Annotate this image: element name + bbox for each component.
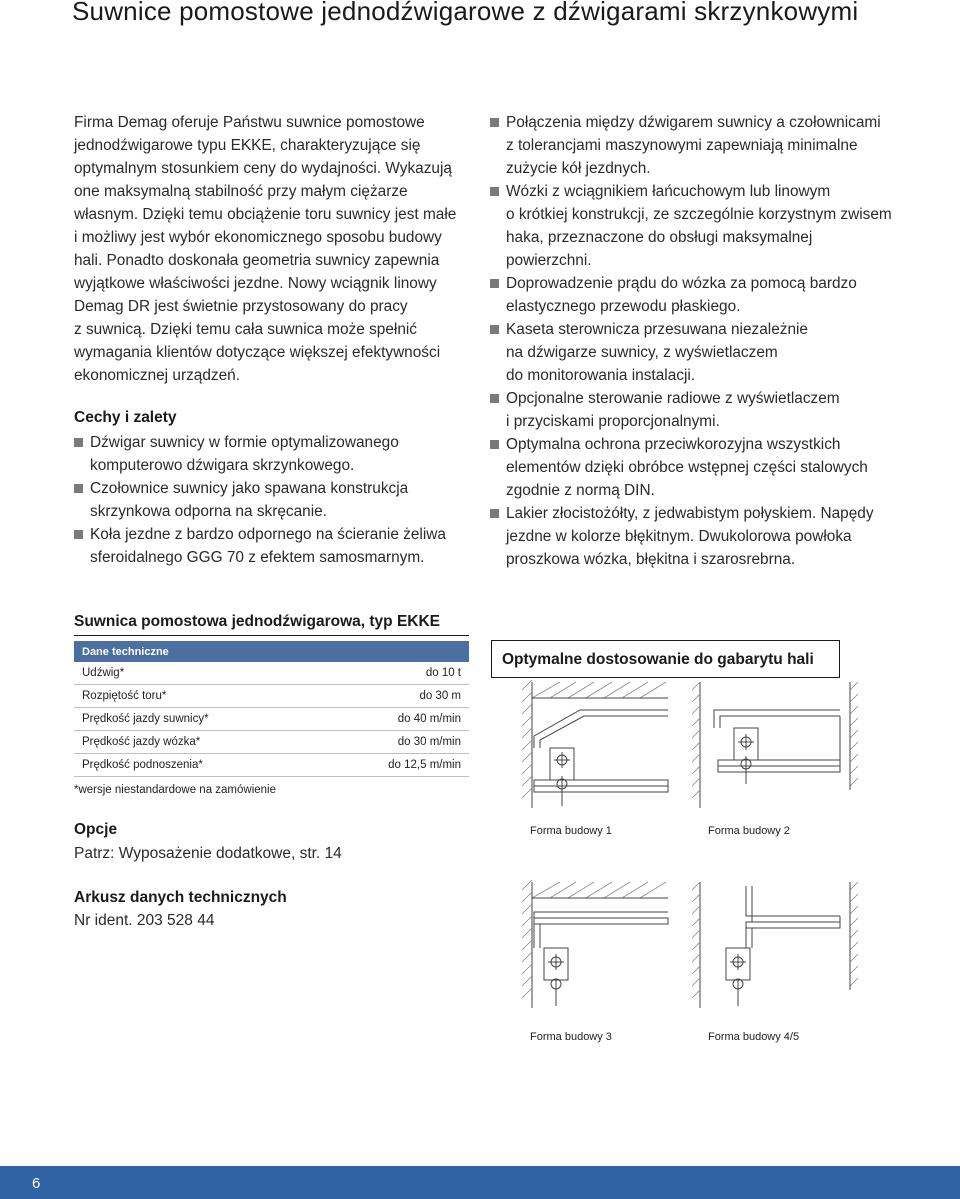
spec-footnote: *wersje niestandardowe na zamówienie <box>74 784 277 796</box>
table-row <box>74 685 469 708</box>
table-row <box>74 662 469 685</box>
spec-value: do 30 m <box>317 685 469 708</box>
square-bullet-icon <box>490 509 499 518</box>
list-item: Optymalna ochrona przeciwkorozyjna wszystkich elementów dzięki obróbce wstępnej części stalowych zgodnie z normą DIN. <box>490 433 910 502</box>
caption-form-4-5: Forma budowy 4/5 <box>708 1031 800 1043</box>
list-item: Połączenia między dźwigarem suwnicy a czołownicami z tolerancjami maszynowymi zapewniają minimalne zużycie kół jezdnych. <box>490 111 910 180</box>
spec-label: Udźwig* <box>74 662 317 685</box>
spec-value: do 10 t <box>317 662 469 685</box>
construction-form-3-drawing <box>520 880 670 1010</box>
intro-paragraph <box>74 111 474 387</box>
right-column <box>490 111 910 571</box>
table-row <box>74 754 469 777</box>
intro-line: z suwnicą. Dzięki temu cała suwnica może spełnić <box>74 321 418 338</box>
caption-form-2: Forma budowy 2 <box>708 825 790 837</box>
table-header-row <box>74 641 469 662</box>
table-row <box>74 708 469 731</box>
square-bullet-icon <box>490 325 499 334</box>
intro-line: ekonomicznej urządzeń. <box>74 367 240 384</box>
diagram-title-box <box>491 640 840 678</box>
caption-form-1: Forma budowy 1 <box>530 825 612 837</box>
spec-value: do 12,5 m/min <box>317 754 469 777</box>
page-title: Suwnice pomostowe jednodźwigarowe z dźwigarami skrzynkowymi <box>72 0 859 26</box>
list-item: Koła jezdne z bardzo odpornego na ścieranie żeliwa sferoidalnego GGG 70 z efektem samosmarnym. <box>74 523 474 569</box>
diagram-title: Optymalne dostosowanie do gabarytu hali <box>502 651 814 668</box>
spec-value: do 30 m/min <box>317 731 469 754</box>
list-item: Dźwigar suwnicy w formie optymalizowanego komputerowo dźwigara skrzynkowego. <box>74 431 474 477</box>
intro-line: one maksymalną stabilność przy małym ciężarze <box>74 183 408 200</box>
spec-label: Prędkość podnoszenia* <box>74 754 317 777</box>
list-item: Lakier złocistożółty, z jedwabistym połyskiem. Napędy jezdne w kolorze błękitnym. Dwukolorowa powłoka proszkowa wózka, błękitna i szarosrebrna. <box>490 502 910 571</box>
caption-form-3: Forma budowy 3 <box>530 1031 612 1043</box>
intro-line: Demag DR jest świetnie przystosowany do pracy <box>74 298 408 315</box>
square-bullet-icon <box>490 440 499 449</box>
footer-band <box>0 1166 960 1199</box>
options-heading: Opcje <box>74 821 118 838</box>
square-bullet-icon <box>490 118 499 127</box>
intro-line: optymalnym stosunkiem ceny do wydajności. Wykazują <box>74 160 452 177</box>
square-bullet-icon <box>490 187 499 196</box>
list-item: Doprowadzenie prądu do wózka za pomocą bardzo elastycznego przewodu płaskiego. <box>490 272 910 318</box>
square-bullet-icon <box>490 279 499 288</box>
spec-label: Rozpiętość toru* <box>74 685 317 708</box>
intro-line: wymagania klientów dotyczące większej efektywności <box>74 344 441 361</box>
square-bullet-icon <box>74 438 83 447</box>
list-item: Czołownice suwnicy jako spawana konstrukcja skrzynkowa odporna na skręcanie. <box>74 477 474 523</box>
spec-title: Suwnica pomostowa jednodźwigarowa, typ EKKE <box>74 613 441 630</box>
list-item: Opcjonalne sterowanie radiowe z wyświetlaczem i przyciskami proporcjonalnymi. <box>490 387 910 433</box>
square-bullet-icon <box>490 394 499 403</box>
datasheet-heading: Arkusz danych technicznych <box>74 889 287 906</box>
intro-line: jednodźwigarowe typu EKKE, charakteryzujące się <box>74 137 421 154</box>
construction-form-2-drawing <box>690 680 860 810</box>
options-text: Patrz: Wyposażenie dodatkowe, str. 14 <box>74 845 342 862</box>
features-list-left <box>74 431 474 569</box>
square-bullet-icon <box>74 530 83 539</box>
intro-line: wyjątkowe właściwości jezdne. Nowy wciągnik linowy <box>74 275 437 292</box>
table-row <box>74 731 469 754</box>
list-item: Kaseta sterownicza przesuwana niezależnie na dźwigarze suwnicy, z wyświetlaczem do monitorowania instalacji. <box>490 318 910 387</box>
intro-line: i możliwy jest wybór ekonomicznego sposobu budowy <box>74 229 442 246</box>
list-item: Wózki z wciągnikiem łańcuchowym lub linowym o krótkiej konstrukcji, ze szczególnie korzystnym zwisem haka, przeznaczone do obsługi maksymalnej powierzchni. <box>490 180 910 272</box>
features-heading: Cechy i zalety <box>74 409 177 426</box>
construction-form-4-5-drawing <box>690 880 860 1010</box>
intro-line: Firma Demag oferuje Państwu suwnice pomostowe <box>74 114 425 131</box>
construction-form-1-drawing <box>520 680 670 810</box>
spec-title-rule <box>74 635 469 636</box>
table-header: Dane techniczne <box>74 641 469 662</box>
intro-line: hali. Ponadto doskonała geometria suwnicy zapewnia <box>74 252 440 269</box>
page-number: 6 <box>32 1175 41 1192</box>
spec-label: Prędkość jazdy suwnicy* <box>74 708 317 731</box>
spec-table <box>74 641 469 777</box>
datasheet-text: Nr ident. 203 528 44 <box>74 912 215 929</box>
left-column <box>74 111 474 569</box>
features-list-right <box>490 111 910 571</box>
spec-label: Prędkość jazdy wózka* <box>74 731 317 754</box>
spec-value: do 40 m/min <box>317 708 469 731</box>
intro-line: własnym. Dzięki temu obciążenie toru suwnicy jest małe <box>74 206 457 223</box>
square-bullet-icon <box>74 484 83 493</box>
